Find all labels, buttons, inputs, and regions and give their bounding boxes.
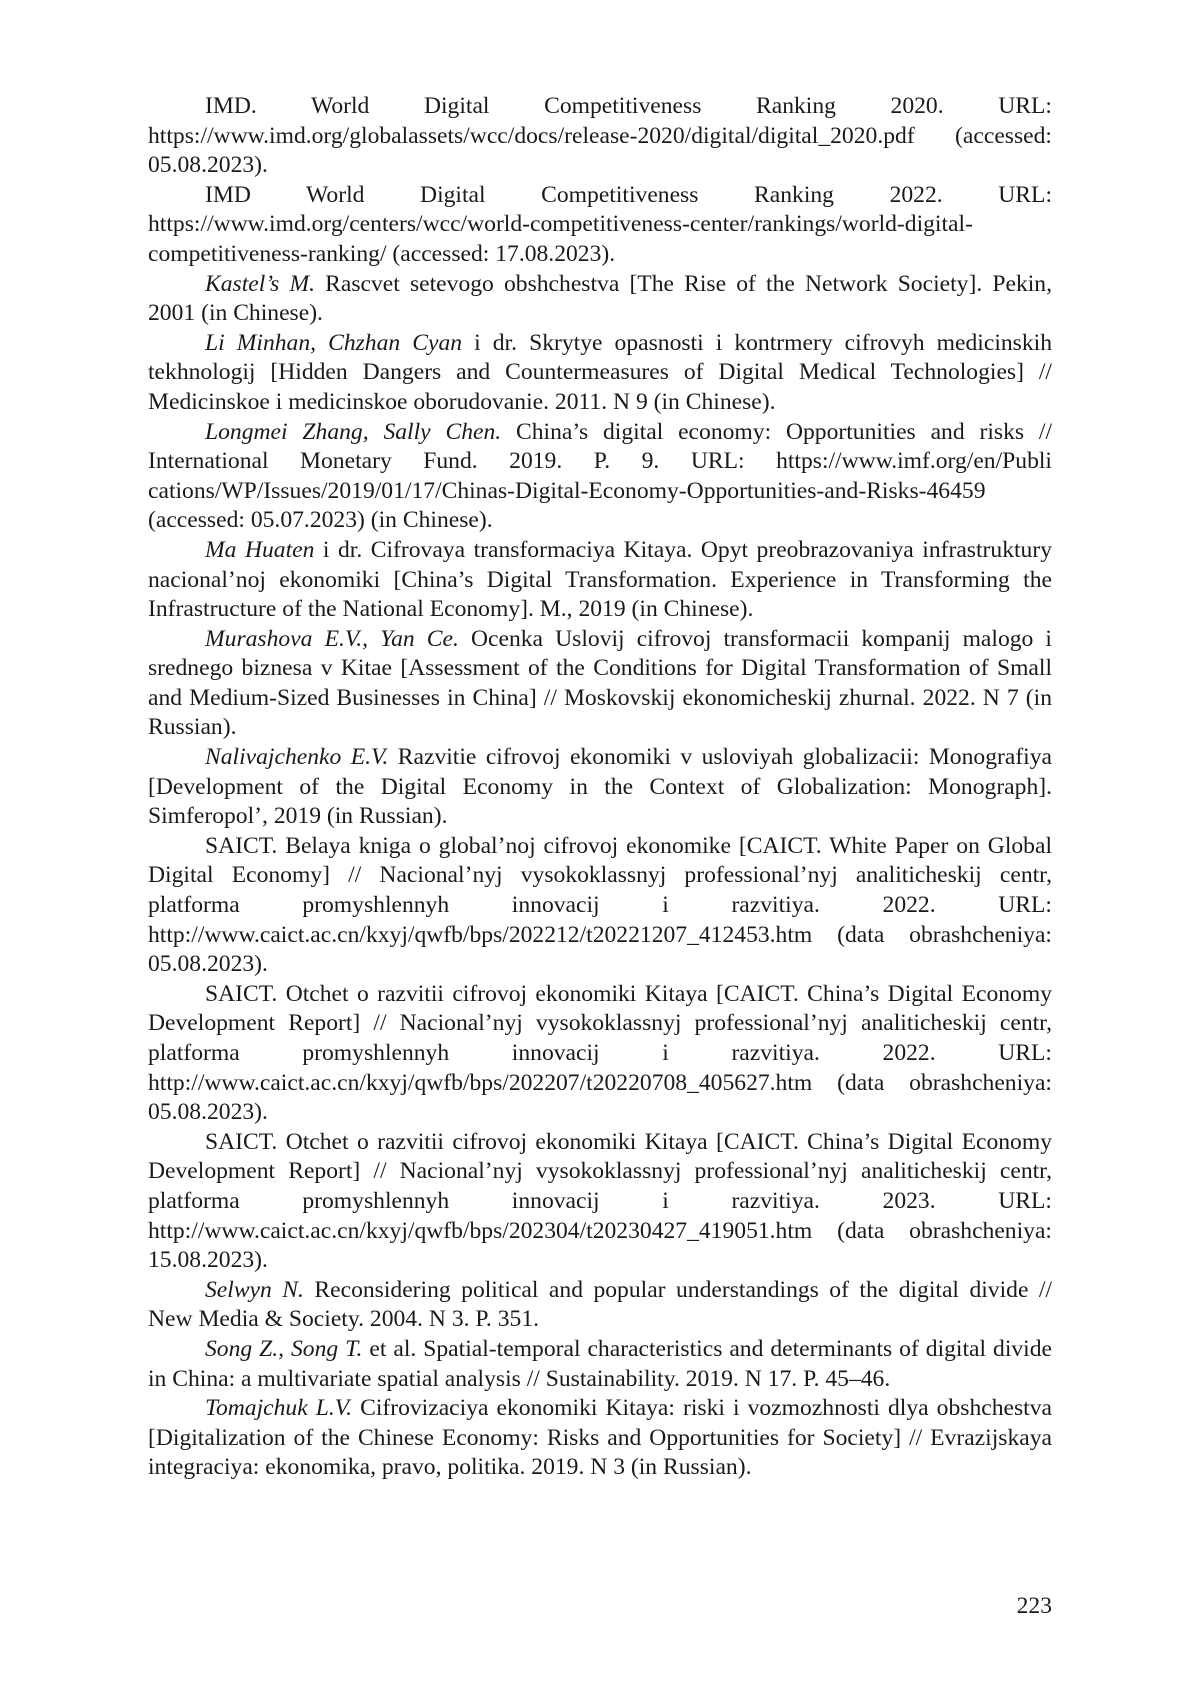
- reference-text: Reconsidering political and popular understandings of the digital divide // New Media & Society. 2004. N 3. P. 351.: [148, 1276, 1052, 1333]
- reference-text: Rascvet setevogo obshchestva [The Rise of the Network Society]. Pekin, 2001 (in Chinese).: [148, 270, 1052, 327]
- reference-text: IMD. World Digital Competitiveness Ranking 2020. URL: https://www.imd.org/globalassets/wcc/docs/release-2020/digital/digital_2020.pdf (accessed: 05.08.2023).: [148, 93, 1052, 179]
- reference-entry: [148, 270, 1052, 329]
- reference-entry: [148, 832, 1052, 980]
- reference-entry: [148, 1128, 1052, 1276]
- reference-text: SAICT. Otchet o razvitii cifrovoj ekonomiki Kitaya [CAICT. China’s Digital Economy Development Report] // Nacional’nyj vysokoklassnyj professional’nyj analiticheskij centr, platforma promyshlennyh innovacij i razvitiya. 2022. URL: http://www.caict.ac.cn/kxyj/qwfb/bps/202207/t20220708_405627.htm (data obrashcheniya: 05.08.2023).: [148, 980, 1052, 1126]
- reference-text: i dr. Cifrovaya transformaciya Kitaya. Opyt preobrazovaniya infrastruktury nacional’noj ekonomiki [China’s Digital Transformation. Experience in Transforming the Infrastructure of the National Economy]. M., 2019 (in Chinese).: [148, 536, 1052, 623]
- reference-text: SAICT. Otchet o razvitii cifrovoj ekonomiki Kitaya [CAICT. China’s Digital Economy Development Report] // Nacional’nyj vysokoklassnyj professional’nyj analiticheskij centr, platforma promyshlennyh innovacij i razvitiya. 2023. URL: http://www.caict.ac.cn/kxyj/qwfb/bps/202304/t20230427_419051.htm (data obrashcheniya: 15.08.2023).: [148, 1128, 1052, 1274]
- reference-entry: [148, 1335, 1052, 1394]
- reference-entry: [148, 329, 1052, 418]
- reference-author: Longmei Zhang, Sally Chen.: [205, 418, 502, 445]
- reference-author: Ma Huaten: [205, 536, 315, 563]
- reference-entry: [148, 418, 1052, 536]
- reference-author: Selwyn N.: [205, 1276, 304, 1303]
- reference-author: Tomajchuk L.V.: [205, 1395, 353, 1422]
- reference-entry: [148, 1276, 1052, 1335]
- reference-entry: [148, 625, 1052, 743]
- reference-text: SAICT. Belaya kniga o global’noj cifrovoj ekonomike [CAICT. White Paper on Global Digital Economy] // Nacional’nyj vysokoklassnyj professional’nyj analiticheskij centr, platforma promyshlennyh innovacij i razvitiya. 2022. URL: http://www.caict.ac.cn/kxyj/qwfb/bps/202212/t20221207_412453.htm (data obrashcheniya: 05.08.2023).: [148, 832, 1052, 978]
- reference-author: Murashova E.V., Yan Ce.: [205, 625, 459, 652]
- page-number: 223: [1016, 1593, 1052, 1619]
- reference-text: Ocenka Uslovij cifrovoj transformacii kompanij malogo i srednego biznesa v Kitae [Assessment of the Conditions for Digital Transformation of Small and Medium-Sized Businesses in China] // Moskovskij ekonomicheskij zhurnal. 2022. N 7 (in Russian).: [148, 625, 1052, 741]
- reference-text: IMD World Digital Competitiveness Ranking 2022. URL: https://www.imd.org/centers/wcc/world-competitiveness-center/rankings/world-digital-competitiveness-ranking/ (accessed: 17.08.2023).: [148, 181, 1052, 267]
- reference-entry: [148, 536, 1052, 625]
- reference-entry: [148, 743, 1052, 832]
- reference-author: Nalivajchenko E.V.: [205, 744, 389, 771]
- reference-entry: [148, 92, 1052, 181]
- reference-text: Razvitie cifrovoj ekonomiki v usloviyah globalizacii: Monografiya [Development of the Digital Economy in the Context of Globalization: Monograph]. Simferopol’, 2019 (in Russian).: [148, 744, 1052, 830]
- reference-text: China’s digital economy: Opportunities and risks // International Monetary Fund. 2019. P. 9. URL: https://www.imf.org/en/Publi cations/WP/Issues/2019/01/17/Chinas-Digital-Economy-Opportunities-and-Risks-46459 (accessed: 05.07.2023) (in Chinese).: [148, 418, 1052, 534]
- reference-author: Li Minhan, Chzhan Cyan: [205, 329, 463, 356]
- reference-text: i dr. Skrytye opasnosti i kontrmery cifrovyh medicinskih tekhnologij [Hidden Dangers and Countermeasures of Digital Medical Technologies] // Medicinskoe i medicinskoe oborudovanie. 2011. N 9 (in Chinese).: [148, 329, 1053, 415]
- reference-text: Cifrovizaciya ekonomiki Kitaya: riski i vozmozhnosti dlya obshchestva [Digitalization of the Chinese Economy: Risks and Opportunities for Society] // Evrazijskaya integraciya: ekonomika, pravo, politika. 2019. N 3 (in Russian).: [148, 1395, 1052, 1481]
- reference-author: Kastel’s M.: [205, 270, 315, 297]
- reference-entry: [148, 980, 1052, 1128]
- reference-list: [148, 92, 1052, 1483]
- reference-entry: [148, 1394, 1052, 1483]
- reference-author: Song Z., Song T.: [205, 1335, 363, 1362]
- reference-entry: [148, 181, 1052, 270]
- reference-text: et al. Spatial-temporal characteristics and determinants of digital divide in China: a multivariate spatial analysis // Sustainability. 2019. N 17. P. 45–46.: [148, 1335, 1052, 1392]
